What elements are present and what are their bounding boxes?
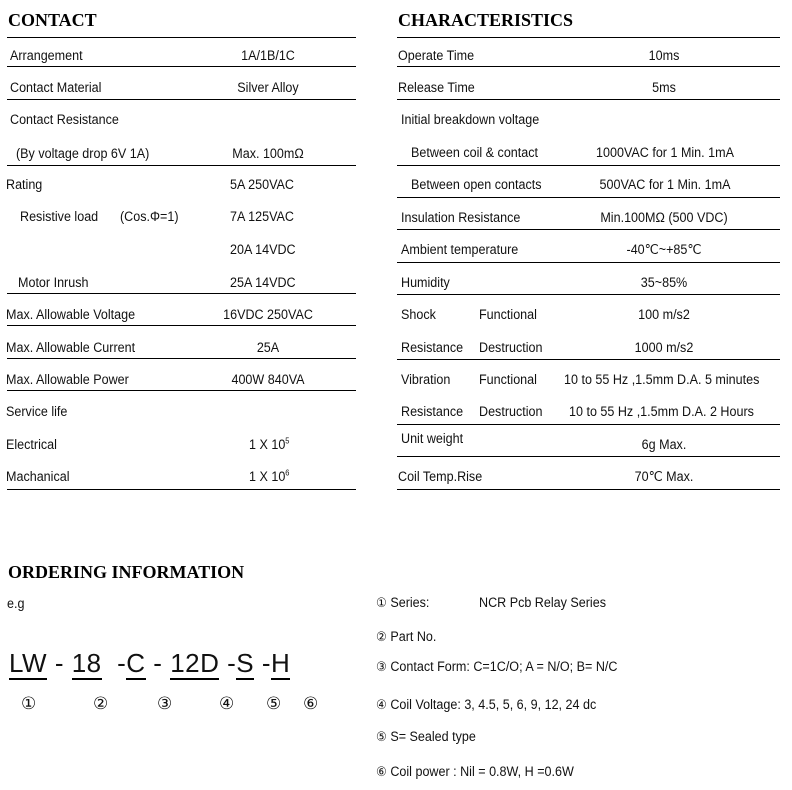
divider xyxy=(7,293,356,294)
shock-destruction-label: Destruction xyxy=(479,340,543,355)
rating-value-3: 20A 14VDC xyxy=(230,242,296,257)
coil-contact-label: Between coil & contact xyxy=(411,145,539,160)
mechanical-value: 1 X $10^6$ xyxy=(249,468,290,484)
arrangement-value: 1A/1B/1C xyxy=(241,48,295,63)
open-contacts-label: Between open contacts xyxy=(411,177,542,192)
rating-value-4: 25A 14VDC xyxy=(230,275,296,290)
max-power-label: Max. Allowable Power xyxy=(6,372,129,387)
legend-sealed: ⑤ S= Sealed type xyxy=(376,729,476,745)
ordering-heading: ORDERING INFORMATION xyxy=(8,562,245,582)
code-dash: - xyxy=(261,648,272,678)
humidity-value: 35~85% xyxy=(640,275,688,290)
release-time-value: 5ms xyxy=(652,80,676,95)
marker-3: ③ xyxy=(157,694,173,714)
divider xyxy=(7,37,356,38)
service-life-label: Service life xyxy=(6,404,68,419)
max-power-value: 400W 840VA xyxy=(231,372,305,387)
vibration-functional-value: 10 to 55 Hz ,1.5mm D.A. 5 minutes xyxy=(564,372,760,387)
vibration-destruction-label: Destruction xyxy=(479,404,543,419)
marker-5: ⑤ xyxy=(266,694,282,714)
marker-1: ① xyxy=(21,694,37,714)
shock-label: Shock xyxy=(401,307,436,322)
max-current-value: 25A xyxy=(256,340,280,355)
arrangement-label: Arrangement xyxy=(10,48,83,63)
code-coil-power: H xyxy=(271,648,291,678)
contact-material-value: Silver Alloy xyxy=(237,80,299,95)
insulation-value: Min.100MΩ (500 VDC) xyxy=(600,210,728,225)
legend-series-value: NCR Pcb Relay Series xyxy=(479,595,606,610)
legend-part-no: ② Part No. xyxy=(376,629,437,645)
humidity-label: Humidity xyxy=(401,275,450,290)
code-coil-voltage: 12D xyxy=(170,648,220,678)
code-dash: - xyxy=(227,648,237,678)
code-sealed: S xyxy=(236,648,255,678)
divider xyxy=(397,37,780,38)
divider xyxy=(7,99,356,100)
electrical-label: Electrical xyxy=(6,437,57,452)
electrical-value: 1 X $10^5$ xyxy=(249,436,290,452)
divider xyxy=(397,294,780,295)
marker-6: ⑥ xyxy=(303,694,319,714)
resistive-load-label: Resistive load xyxy=(20,209,99,224)
marker-4: ④ xyxy=(219,694,235,714)
divider xyxy=(397,99,780,100)
divider xyxy=(397,197,780,198)
breakdown-label: Initial breakdown voltage xyxy=(401,112,540,127)
code-contact-form: C xyxy=(126,648,146,678)
legend-contact-form: ③ Contact Form: C=1C/O; A = N/O; B= N/C xyxy=(376,659,618,675)
contact-material-label: Contact Material xyxy=(10,80,102,95)
max-voltage-label: Max. Allowable Voltage xyxy=(6,307,136,322)
eg-label: e.g xyxy=(7,596,25,611)
divider xyxy=(397,456,780,457)
contact-heading: CONTACT xyxy=(8,10,97,30)
divider xyxy=(397,262,780,263)
vibration-label: Vibration xyxy=(401,372,451,387)
contact-resistance-value: Max. 100mΩ xyxy=(232,146,304,161)
operate-time-label: Operate Time xyxy=(398,48,475,63)
characteristics-heading: CHARACTERISTICS xyxy=(398,10,574,30)
code-dash: - xyxy=(117,648,127,678)
cos-phi-label: (Cos.Φ=1) xyxy=(120,209,179,224)
divider xyxy=(7,325,356,326)
divider xyxy=(397,359,780,360)
coil-temp-label: Coil Temp.Rise xyxy=(398,469,483,484)
shock-functional-value: 100 m/s2 xyxy=(638,307,690,322)
unit-weight-label: Unit weight xyxy=(401,431,464,446)
divider xyxy=(397,229,780,230)
contact-resistance-label: Contact Resistance xyxy=(10,112,119,127)
max-current-label: Max. Allowable Current xyxy=(6,340,136,355)
mechanical-label: Machanical xyxy=(6,469,70,484)
vibration-destruction-value: 10 to 55 Hz ,1.5mm D.A. 2 Hours xyxy=(569,404,754,419)
shock-resistance-label: Resistance xyxy=(401,340,464,355)
divider xyxy=(397,424,780,425)
max-voltage-value: 16VDC 250VAC xyxy=(223,307,313,322)
divider xyxy=(7,489,356,490)
divider xyxy=(7,390,356,391)
divider xyxy=(397,66,780,67)
code-series: LW xyxy=(9,648,48,678)
divider xyxy=(7,358,356,359)
ambient-label: Ambient temperature xyxy=(401,242,519,257)
part-code-example xyxy=(9,648,290,679)
coil-contact-value: 1000VAC for 1 Min. 1mA xyxy=(596,145,734,160)
insulation-label: Insulation Resistance xyxy=(401,210,521,225)
motor-inrush-label: Motor Inrush xyxy=(18,275,89,290)
marker-2: ② xyxy=(93,694,109,714)
rating-value-2: 7A 125VAC xyxy=(230,209,294,224)
contact-resistance-sublabel: (By voltage drop 6V 1A) xyxy=(16,146,150,161)
rating-value-1: 5A 250VAC xyxy=(230,177,294,192)
shock-functional-label: Functional xyxy=(479,307,537,322)
release-time-label: Release Time xyxy=(398,80,475,95)
divider xyxy=(397,489,780,490)
divider xyxy=(397,165,780,166)
operate-time-value: 10ms xyxy=(648,48,680,63)
unit-weight-value: 6g Max. xyxy=(641,437,687,452)
legend-coil-power: ⑥ Coil power : Nil = 0.8W, H =0.6W xyxy=(376,764,574,780)
divider xyxy=(7,165,356,166)
rating-label: Rating xyxy=(6,177,43,192)
open-contacts-value: 500VAC for 1 Min. 1mA xyxy=(599,177,731,192)
code-part-no: 18 xyxy=(71,648,102,678)
code-dash: - xyxy=(54,648,64,678)
vibration-resistance-label: Resistance xyxy=(401,404,464,419)
code-dash: - xyxy=(153,648,163,678)
shock-destruction-value: 1000 m/s2 xyxy=(634,340,694,355)
legend-series: ① Series: xyxy=(376,595,430,611)
coil-temp-value: 70℃ Max. xyxy=(634,469,694,484)
ambient-value: -40℃~+85℃ xyxy=(626,242,702,257)
legend-coil-voltage: ④ Coil Voltage: 3, 4.5, 5, 6, 9, 12, 24 dc xyxy=(376,697,597,713)
divider xyxy=(7,66,356,67)
vibration-functional-label: Functional xyxy=(479,372,537,387)
